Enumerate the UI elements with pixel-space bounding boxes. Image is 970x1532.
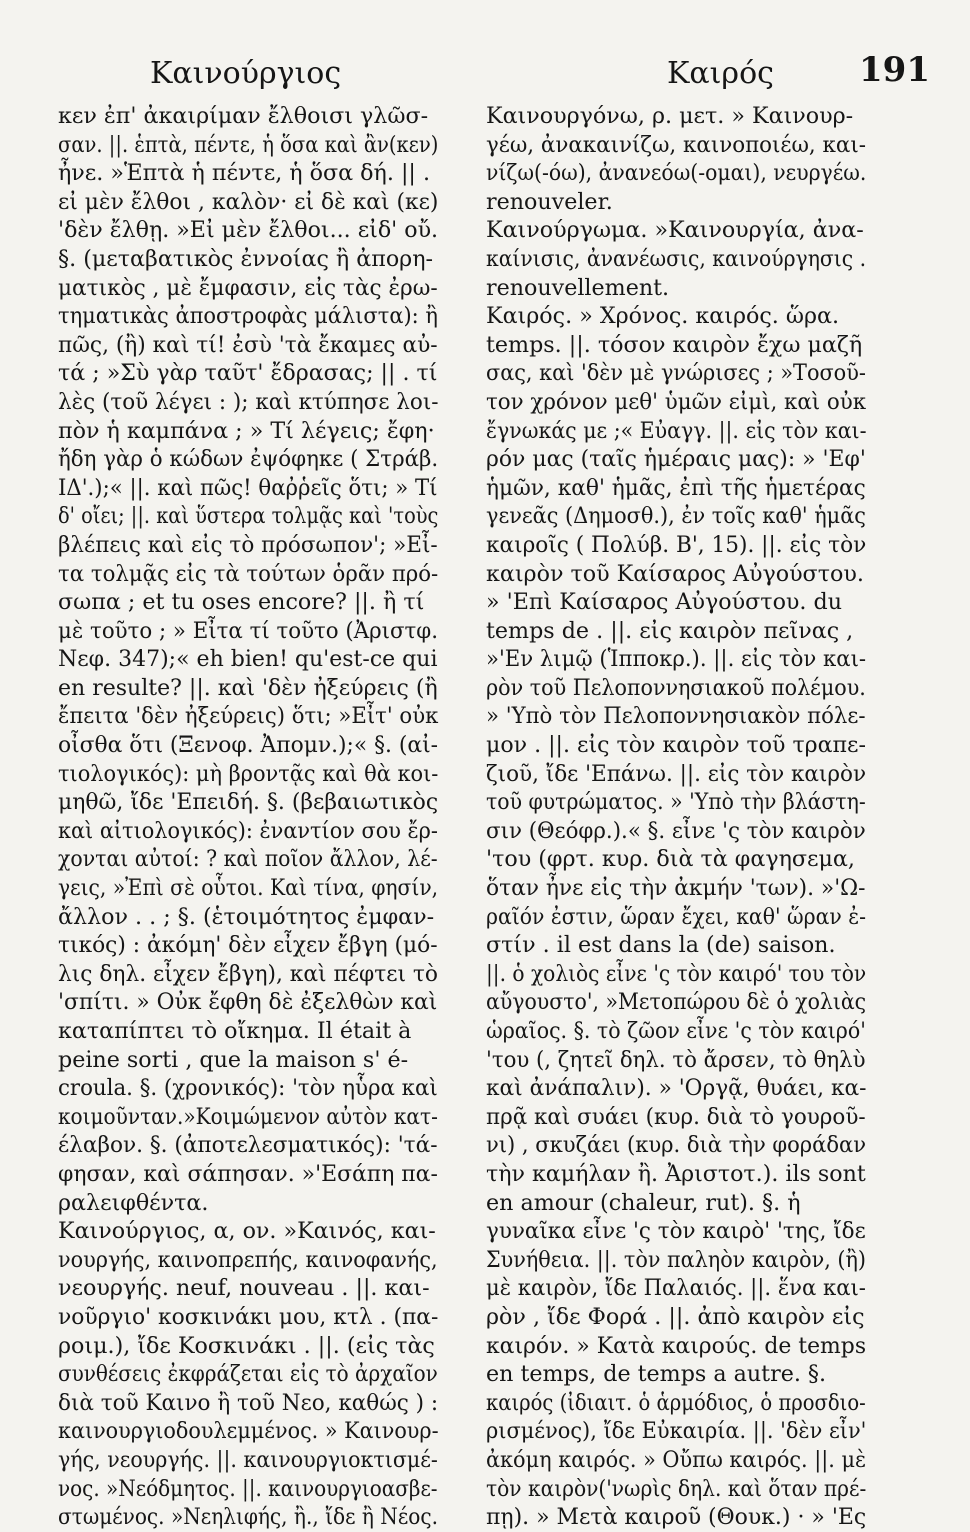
text-line: μηθῶ, ἴδε 'Επειδή. §. (βεβαιωτικὸς — [58, 789, 439, 816]
text-line: τὸν καιρὸν('νωρὶς δηλ. καὶ ὅταν πρέ- — [486, 1475, 867, 1502]
text-line: §. (μεταβατικὸς ἐννοίας ἢ ἀπορη- — [58, 245, 434, 272]
running-header — [60, 48, 930, 98]
text-line: temps de . ||. εἰς καιρὸν πεῖνας , — [486, 617, 854, 644]
text-line: συνθέσεις ἐκφράζεται εἰς τὸ ἀρχαῖον — [58, 1361, 438, 1388]
text-line: κεν ἐπ' ἀκαιρίμαν ἔλθοισι γλῶσ- — [58, 103, 429, 129]
text-line: en resulte? ||. καὶ 'δὲν ἠξεύρεις (ἢ — [58, 674, 438, 701]
text-line: ρὸν , ἴδε Φορά . ||. ἀπὸ καιρὸν εἰς — [486, 1303, 865, 1330]
text-line: Νεφ. 347);« eh bien! qu'est-ce qui — [58, 646, 438, 673]
text-line: ροιμ.), ἴδε Κοσκινάκι . ||. (εἰς τὰς — [58, 1332, 435, 1359]
text-line: temps. ||. τόσον καιρὸν ἔχω μαζῆ — [486, 331, 863, 358]
text-line: 'δὲν ἔλθῃ. »Εἰ μὲν ἔλθοι... εἰδ' οὔ. — [58, 217, 439, 244]
page-number: 191 — [859, 50, 930, 90]
text-line: καιρός (ἰδιαιτ. ὁ ἁρμόδιος, ὁ προσδιο- — [486, 1389, 866, 1416]
text-line: γενεᾶς (Δημοσθ.), ἐν τοῖς καθ' ἡμᾶς — [486, 503, 866, 530]
text-line: νεουργής. neuf, nouveau . ||. και- — [58, 1275, 430, 1302]
text-line: ἀκόμη καιρός. » Οὔπω καιρός. ||. μὲ — [486, 1446, 867, 1473]
text-line: 'του (, ζητεῖ δηλ. τὸ ἄρσεν, τὸ θηλὺ — [486, 1046, 866, 1073]
text-line: τικός) : ἀκόμη' δὲν εἶχεν ἔβγη (μό- — [58, 932, 438, 959]
text-line: ἦνε. »Ἑπτὰ ἡ πέντε, ἡ ὅσα δή. || . — [58, 160, 430, 187]
text-line: ΙΔ'.);« ||. καὶ πῶς! θαῤῥεῖς ὅτι; » Τί — [58, 474, 438, 501]
text-line: μὲ καιρὸν, ἴδε Παλαιός. ||. ἕνα και- — [486, 1275, 866, 1302]
text-line: » 'Υπὸ τὸν Πελοποννησιακὸν πόλε- — [486, 703, 866, 730]
text-line: έλαβον. §. (ἀποτελεσματικός): 'τά- — [58, 1132, 438, 1159]
text-line: Καινούργιος, α, ον. »Καινός, και- — [58, 1218, 436, 1245]
text-line: 'σπίτι. » Οὐκ ἔφθη δὲ ἐξελθὼν καὶ — [58, 989, 438, 1016]
text-line: οἶσθα ὅτι (Ξενοφ. Ἀπομν.);« §. (αἰ- — [58, 732, 438, 759]
text-line: αὔγουστο', »Μετοπώρου δὲ ὁ χολιὰς — [486, 989, 867, 1016]
text-line: ματικὸς , μὲ ἔμφασιν, εἰς τὰς ἐρω- — [58, 274, 438, 301]
text-line: νι) , σκυζάει (κυρ. διὰ τὴν φοράδαν — [486, 1132, 867, 1159]
text-line: καιροῖς ( Πολύβ. Β', 15). ||. εἰς τὸν — [486, 531, 867, 558]
text-line: Καινουργόνω, ρ. μετ. » Καινουρ- — [486, 103, 854, 129]
text-line: μον . ||. εἰς τὸν καιρὸν τοῦ τραπε- — [486, 732, 866, 759]
text-line: τον χρόνον μεθ' ὑμῶν εἰμὶ, καὶ οὐκ — [486, 388, 867, 415]
text-line: ρόν μας (ταῖς ἡμέραις μας): » 'Εφ' — [486, 446, 866, 473]
text-line: τοῦ φυτρώματος. » 'Υπὸ τὴν βλάστη- — [486, 789, 866, 816]
header-right-headword: Καιρός — [667, 56, 774, 91]
text-line: τιολογικός): μὴ βροντᾷς καὶ θὰ κοι- — [58, 760, 439, 787]
text-line: renouvellement. — [486, 274, 670, 301]
text-line: ἔγνωκάς με ;« Εὐαγγ. ||. εἰς τὸν και- — [486, 417, 867, 444]
text-line: λις δηλ. εἶχεν ἔβγη), καὶ πέφτει τὸ — [58, 960, 439, 987]
text-line: χονται αὐτοί: ? καὶ ποῖον ἄλλον, λέ- — [58, 846, 438, 873]
text-line: νίζω(-όω), ἀνανεόω(-ομαι), νευργέω. — [486, 160, 867, 187]
text-line: ραλειφθέντα. — [58, 1189, 209, 1216]
right-column — [486, 102, 866, 1532]
text-line: τα τολμᾷς εἰς τὰ τούτων ὁρᾶν πρό- — [58, 560, 439, 587]
text-line: τηματικὰς ἀποστροφὰς μάλιστα): ἢ — [58, 303, 438, 330]
text-line: ζιοῦ, ἴδε 'Επάνω. ||. εἰς τὸν καιρὸν — [486, 760, 867, 787]
text-line: πὸν ἡ καμπάνα ; » Τί λέγεις; ἔφη· — [58, 417, 435, 444]
text-line: φησαν, καὶ σάπησαν. »'Εσάπη πα- — [58, 1160, 438, 1187]
text-line: λὲς (τοῦ λέγει : ); καὶ κτύπησε λοι- — [58, 388, 439, 415]
text-line: Συνήθεια. ||. τὸν παληὸν καιρὸν, (ἢ) — [486, 1246, 866, 1273]
text-line: καίνισις, ἀνανέωσις, καινούργησις . — [486, 245, 867, 272]
text-line: τά ; »Σὺ γὰρ ταῦτ' ἔδρασας; || . τί — [58, 360, 438, 387]
text-line: Καιρός. » Χρόνος. καιρός. ὥρα. — [486, 303, 840, 330]
text-line: » 'Επὶ Καίσαρος Αὐγούστου. du — [486, 589, 843, 616]
text-line: peine sorti , que la maison s' é- — [58, 1046, 409, 1073]
text-line: en amour (chaleur, rut). §. ἡ — [486, 1189, 801, 1216]
text-line: γυναῖκα εἶνε 'ς τὸν καιρὸ' 'της, ἴδε — [486, 1218, 866, 1245]
text-line: καιρὸν τοῦ Καίσαρος Αὐγούστου. — [486, 560, 864, 587]
text-line: στωμένος. »Νεηλιφής, ἢ., ἴδε ἢ Νέος. — [58, 1504, 438, 1531]
text-line: »'Εν λιμῷ (Ἱπποκρ.). ||. εἰς τὸν και- — [486, 646, 867, 673]
text-line: ὅταν ἦνε εἰς τὴν ἀκμήν 'των). »'Ω- — [486, 875, 866, 902]
text-line: Καινούργωμα. »Καινουργία, ἀνα- — [486, 217, 864, 244]
text-line: καιρόν. » Κατὰ καιρούς. de temps — [486, 1332, 867, 1359]
text-line: καὶ ἀνάπαλιν). » 'Οργᾷ, θυάει, κα- — [486, 1075, 867, 1102]
text-line: en temps, de temps a autre. §. — [486, 1361, 827, 1388]
text-line: πρᾷ καὶ συάει (κυρ. διὰ τὸ γουροῦ- — [486, 1103, 866, 1130]
text-line: γεις, »Ἐπὶ σὲ οὗτοι. Καὶ τίνα, φησίν, — [58, 875, 439, 902]
text-line: καὶ αἰτιολογικός): ἐναντίον σου ἔρ- — [58, 817, 438, 844]
text-line: ἄλλον . . ; §. (ἑτοιμότητος ἐμφαν- — [58, 903, 435, 930]
text-line: σιν (Θεόφρ.).« §. εἶνε 'ς τὸν καιρὸν — [486, 817, 866, 844]
text-line: σωπα ; et tu oses encore? ||. ἢ τί — [58, 589, 425, 616]
text-line: πῃ). » Μετὰ καιροῦ (Θουκ.) · » 'Ες — [486, 1504, 867, 1531]
text-line: ἔπειτα 'δὲν ἠξεύρεις) ὅτι; »Εἶτ' οὐκ — [58, 703, 439, 730]
text-line: καινουργιοδουλεμμένος. » Καινουρ- — [58, 1418, 439, 1445]
text-line: τὴν καμήλαν ἢ. Ἀριστοτ.). ils sont — [486, 1160, 866, 1187]
text-line: καταπίπτει τὸ οἴκημα. Il était à — [58, 1018, 412, 1044]
left-column — [58, 102, 438, 1532]
text-line: σας, καὶ 'δὲν μὲ γνώρισες ; »Τοσοῦ- — [486, 360, 866, 387]
text-line: κοιμοῦνταν.»Κοιμώμενον αὐτὸν κατ- — [58, 1103, 438, 1130]
text-line: βλέπεις καὶ εἰς τὸ πρόσωπον'; »Εἶ- — [58, 531, 438, 558]
text-line: croula. §. (χρονικός): 'τὸν ηὗρα καὶ — [58, 1075, 438, 1102]
text-line: ||. ὁ χολιὸς εἶνε 'ς τὸν καιρό' του τὸν — [486, 960, 867, 987]
text-line: μὲ τοῦτο ; » Εἶτα τί τοῦτο (Ἀριστφ. — [58, 617, 438, 644]
text-line: 'του (φρτ. κυρ. διὰ τὰ φαγησεμα, — [486, 846, 855, 873]
text-line: νος. »Νεόδμητος. ||. καινουργιοασβε- — [58, 1475, 438, 1502]
text-line: νουργής, καινοπρεπής, καινοφανής, — [58, 1246, 438, 1273]
text-line: γέω, ἀνακαινίζω, καινοποιέω, και- — [486, 131, 866, 158]
text-line: γής, νεουργής. ||. καινουργιοκτισμέ- — [58, 1446, 438, 1473]
header-left-headword: Καινούργιος — [150, 56, 342, 91]
text-line: διὰ τοῦ Καινο ἢ τοῦ Νεο, καθώς ) : — [58, 1389, 439, 1416]
text-line: renouveler. — [486, 188, 613, 215]
text-line: δ' οἴει; ||. καὶ ὕστερα τολμᾷς καὶ 'τοὺς — [58, 503, 439, 530]
text-line: εἰ μὲν ἔλθοι , καλὸν· εἰ δὲ καὶ (κε) — [58, 188, 439, 215]
text-line: ρὸν τοῦ Πελοποννησιακοῦ πολέμου. — [486, 674, 866, 701]
text-line: πῶς, (ἢ) καὶ τί! ἐσὺ 'τὰ ἔκαμες αὐ- — [58, 331, 438, 358]
text-line: ραῖόν ἐστιν, ὥραν ἔχει, καθ' ὥραν ἐ- — [486, 903, 867, 930]
text-line: σαν. ||. ἑπτὰ, πέντε, ἡ ὅσα καὶ ἂν(κεν) — [58, 131, 439, 158]
text-line: στίν . il est dans la (de) saison. — [486, 932, 836, 959]
text-line: ἡμῶν, καθ' ἡμᾶς, ἐπὶ τῆς ἡμετέρας — [486, 474, 866, 501]
text-line: ρισμένος), ἴδε Εὐκαιρία. ||. 'δὲν εἶν' — [486, 1418, 867, 1445]
text-line: ἤδη γὰρ ὁ κώδων ἐψόφηκε ( Στράβ. — [58, 446, 439, 473]
text-line: ὡραῖος. §. τὸ ζῶον εἶνε 'ς τὸν καιρό' — [486, 1018, 866, 1044]
text-line: νοῦργιο' κοσκινάκι μου, κτλ . (πα- — [58, 1303, 439, 1330]
